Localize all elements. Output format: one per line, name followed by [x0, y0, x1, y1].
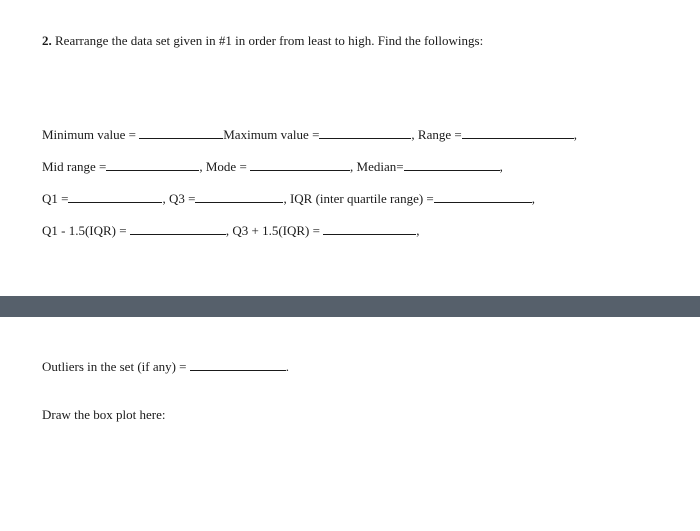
row1-end: , [573, 127, 577, 142]
mid-range-label: Mid range = [42, 159, 107, 174]
outliers-row [42, 359, 289, 375]
lower-fence-label: Q1 - 1.5(IQR) = [42, 223, 130, 238]
row2-separator-1: , [199, 159, 206, 174]
iqr-label: IQR (inter quartile range) = [289, 191, 434, 206]
range-blank[interactable] [462, 127, 574, 139]
row2-end: , [499, 159, 503, 174]
median-label: Median= [356, 159, 404, 174]
iqr-blank[interactable] [434, 191, 532, 203]
mode-label: Mode = [205, 159, 251, 174]
mode-blank[interactable] [250, 159, 350, 171]
minimum-value-label: Minimum value = [42, 127, 140, 142]
question-number: 2. [42, 33, 52, 48]
outliers-label: Outliers in the set (if any) = [42, 359, 190, 374]
upper-fence-label: Q3 + 1.5(IQR) = [232, 223, 324, 238]
section-divider-bar [0, 296, 700, 317]
row1-separator: , [411, 127, 418, 142]
row-midrange-mode-median [42, 159, 503, 175]
row3-separator-1: , [162, 191, 169, 206]
outliers-blank[interactable] [190, 359, 286, 371]
q3-blank[interactable] [195, 191, 283, 203]
box-plot-instruction: Draw the box plot here: [42, 407, 166, 422]
maximum-value-label: Maximum value = [223, 127, 320, 142]
median-blank[interactable] [404, 159, 500, 171]
row3-separator-2: , [283, 191, 290, 206]
q1-blank[interactable] [68, 191, 162, 203]
row4-separator: , [225, 223, 233, 238]
upper-fence-blank[interactable] [323, 223, 416, 235]
question-heading [42, 33, 483, 49]
q3-label: Q3 = [168, 191, 196, 206]
row4-end: , [416, 223, 420, 238]
question-text: Rearrange the data set given in #1 in order from least to high. Find the followings: [51, 33, 484, 48]
row-fences [42, 223, 419, 239]
row-min-max-range [42, 127, 577, 143]
row2-separator-2: , [350, 159, 357, 174]
outliers-end: . [285, 359, 290, 374]
lower-fence-blank[interactable] [130, 223, 226, 235]
row3-end: , [531, 191, 535, 206]
q1-label: Q1 = [42, 191, 69, 206]
row-quartiles-iqr [42, 191, 535, 207]
maximum-value-blank[interactable] [319, 127, 411, 139]
mid-range-blank[interactable] [106, 159, 199, 171]
minimum-value-blank[interactable] [139, 127, 223, 139]
range-label: Range = [417, 127, 462, 142]
